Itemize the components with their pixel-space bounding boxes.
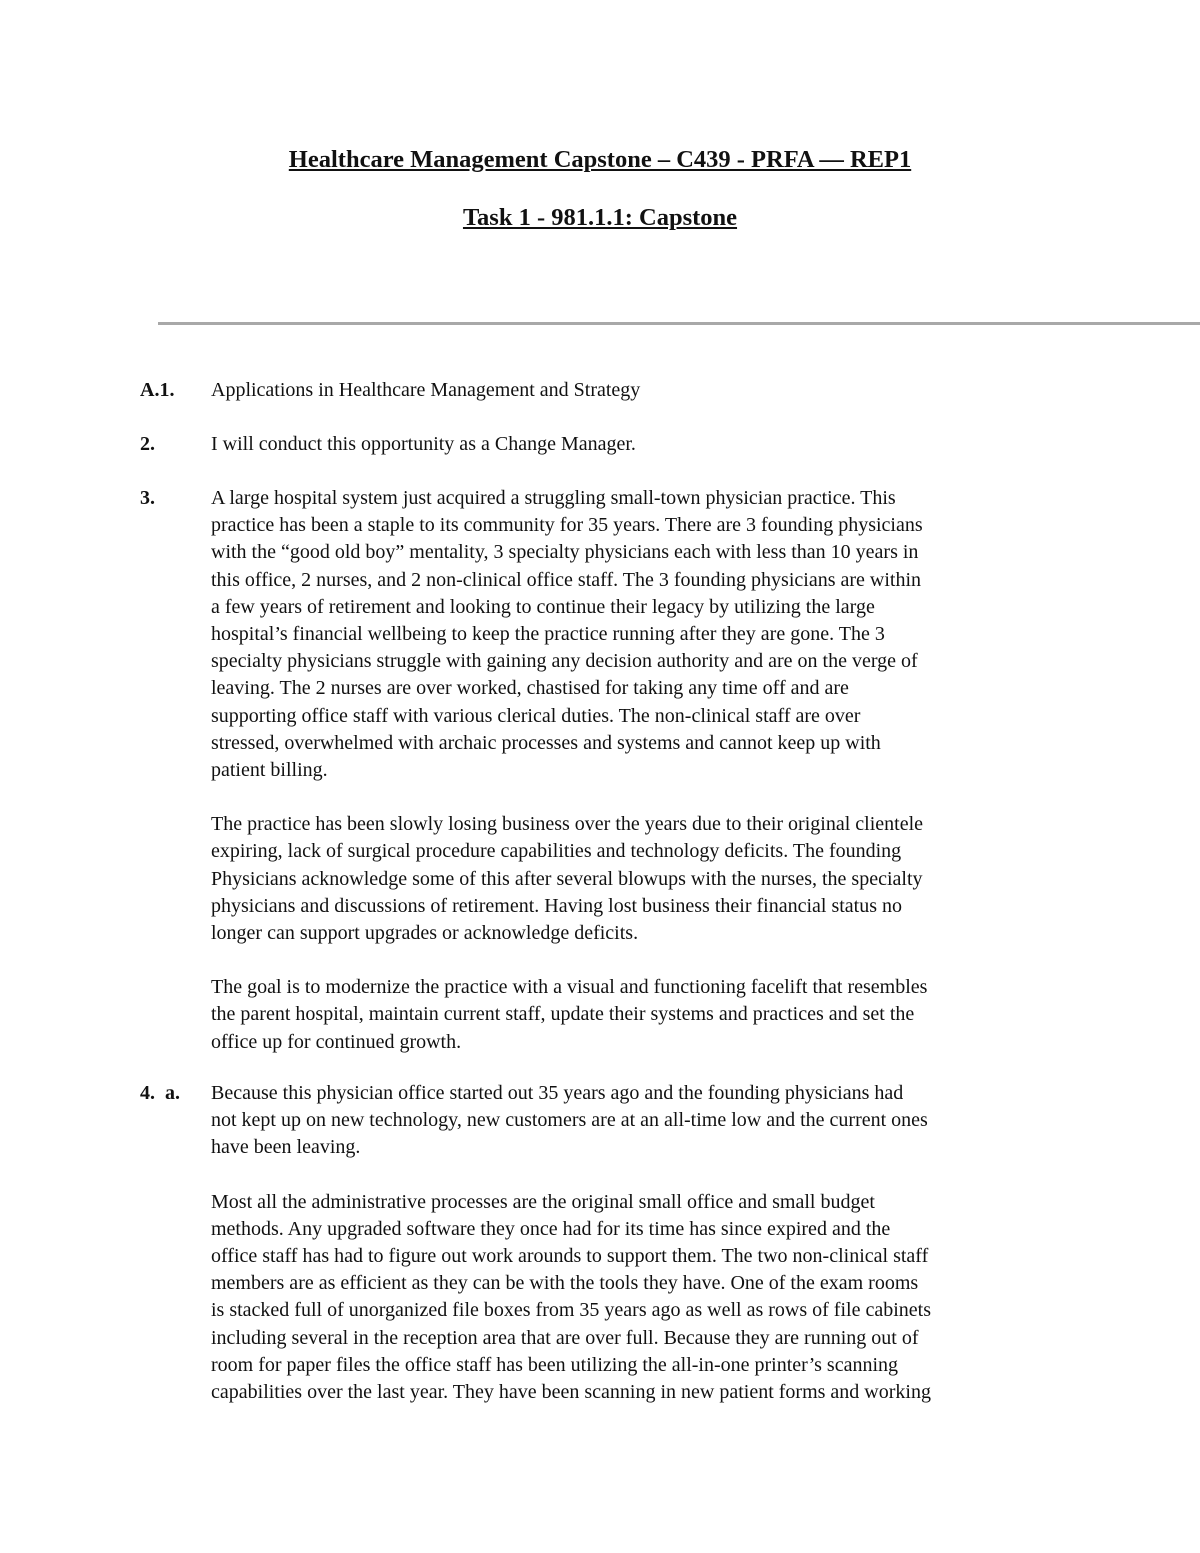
section-number: 3. <box>140 487 155 509</box>
text-line: Most all the administrative processes are the original small office and small budget <box>211 1190 875 1213</box>
text-line: members are as efficient as they can be with the tools they have. One of the exam rooms <box>211 1272 919 1295</box>
text-line: The goal is to modernize the practice with a visual and functioning facelift that resembles <box>211 976 928 999</box>
text-line: specialty physicians struggle with gaining any decision authority and are on the verge of <box>211 650 918 673</box>
text-line: practice has been a staple to its community for 35 years. There are 3 founding physicians <box>211 514 923 537</box>
paragraph <box>211 431 1071 458</box>
text-line: including several in the reception area that are over full. Because they are running out of <box>211 1326 919 1349</box>
text-line: The practice has been slowly losing business over the years due to their original clientele <box>211 813 924 836</box>
text-line: is stacked full of unorganized file boxes from 35 years ago as well as rows of file cabinets <box>211 1299 931 1322</box>
text-line: with the “good old boy” mentality, 3 specialty physicians each with less than 10 years in <box>211 541 919 564</box>
text-line: office up for continued growth. <box>211 1030 462 1053</box>
text-line: Physicians acknowledge some of this after several blowups with the nurses, the specialty <box>211 867 923 890</box>
horizontal-divider <box>158 322 1200 325</box>
text-line: methods. Any upgraded software they once had for its time has since expired and the <box>211 1217 891 1240</box>
paragraph <box>211 811 1071 947</box>
text-line: A large hospital system just acquired a struggling small-town physician practice. This <box>211 487 896 509</box>
text-line: Because this physician office started out 35 years ago and the founding physicians had <box>211 1082 904 1104</box>
text-line: not kept up on new technology, new customers are at an all-time low and the current ones <box>211 1109 928 1132</box>
text-line: patient billing. <box>211 759 328 782</box>
paragraph <box>211 485 1071 784</box>
section-number: 2. <box>140 433 155 455</box>
paragraph <box>211 1080 1071 1162</box>
text-line: Applications in Healthcare Management and Strategy <box>211 379 641 401</box>
section-body <box>211 485 1071 1056</box>
text-line: leaving. The 2 nurses are over worked, chastised for taking any time off and are <box>211 677 849 700</box>
document-subtitle: Task 1 - 981.1.1: Capstone <box>462 204 738 231</box>
section-number: A.1. <box>140 379 175 401</box>
section-body <box>211 431 1071 458</box>
document-title: Healthcare Management Capstone – C439 - PRFA — REP1 <box>288 146 912 173</box>
text-line: this office, 2 nurses, and 2 non-clinical office staff. The 3 founding physicians are within <box>211 568 922 591</box>
text-line: have been leaving. <box>211 1136 361 1159</box>
text-line: the parent hospital, maintain current staff, update their systems and practices and set the <box>211 1003 915 1026</box>
section-body <box>211 377 1071 404</box>
text-line: hospital’s financial wellbeing to keep the practice running after they are gone. The 3 <box>211 623 885 646</box>
text-line: capabilities over the last year. They have been scanning in new patient forms and working <box>211 1381 931 1404</box>
text-line: room for paper files the office staff has been utilizing the all-in-one printer’s scanning <box>211 1353 899 1376</box>
section-number: 4. a. <box>140 1082 180 1104</box>
text-line: expiring, lack of surgical procedure capabilities and technology deficits. The founding <box>211 840 902 863</box>
paragraph <box>211 377 1071 404</box>
text-line: supporting office staff with various clerical duties. The non-clinical staff are over <box>211 704 861 727</box>
text-line: a few years of retirement and looking to continue their legacy by utilizing the large <box>211 595 875 618</box>
text-line: physicians and discussions of retirement. Having lost business their financial status no <box>211 894 902 917</box>
paragraph <box>211 1189 1071 1407</box>
text-line: stressed, overwhelmed with archaic processes and systems and cannot keep up with <box>211 731 881 754</box>
paragraph <box>211 974 1071 1056</box>
section-body <box>211 1080 1071 1406</box>
text-line: longer can support upgrades or acknowledge deficits. <box>211 922 639 945</box>
text-line: I will conduct this opportunity as a Change Manager. <box>211 433 636 455</box>
text-line: office staff has had to figure out work arounds to support them. The two non-clinical staff <box>211 1245 929 1268</box>
